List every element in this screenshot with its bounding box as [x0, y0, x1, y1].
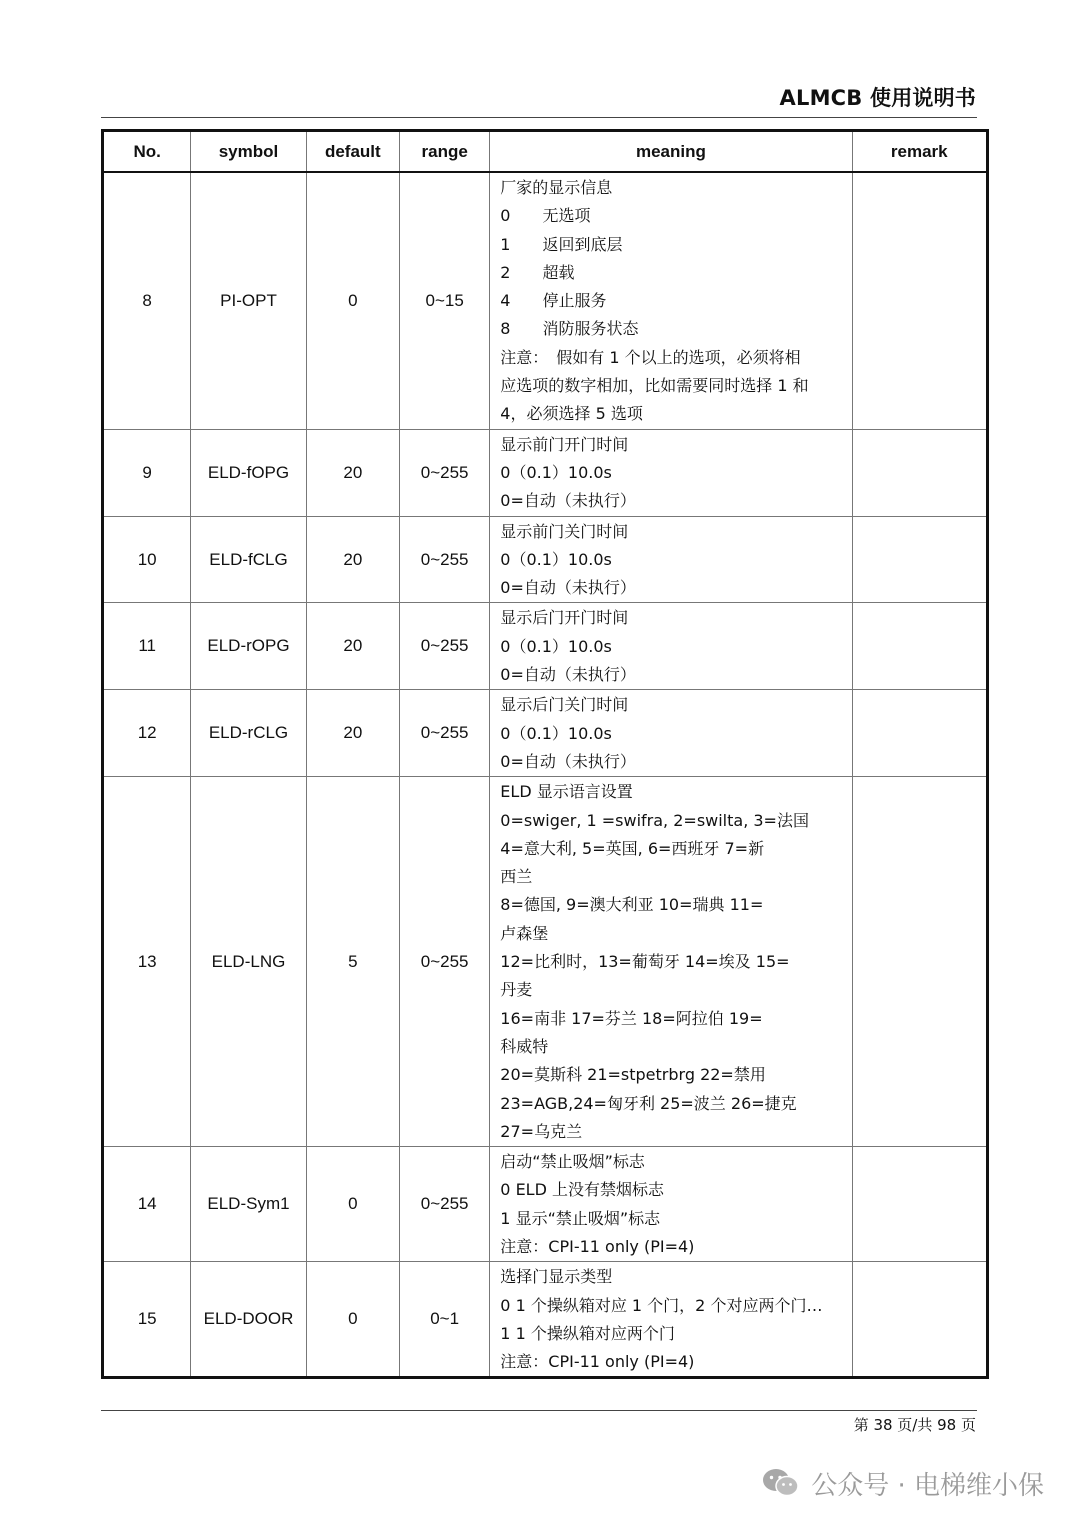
watermark-text: 公众号 · 电梯维小保	[811, 1470, 1044, 1501]
cell-remark	[852, 690, 987, 777]
meaning-line: 0=自动（未执行）	[500, 491, 636, 511]
cell-range: 0~1	[400, 1262, 490, 1378]
cell-default: 20	[306, 690, 399, 777]
cell-meaning	[490, 690, 852, 777]
cell-range: 0~15	[400, 172, 490, 429]
meaning-line: 显示后门开门时间	[500, 608, 629, 628]
cell-meaning	[490, 1147, 852, 1262]
meaning-line: 0=自动（未执行）	[500, 665, 636, 685]
meaning-line: 0（0.1）10.0s	[500, 636, 612, 656]
cell-remark	[852, 172, 987, 429]
meaning-line: 选择门显示类型	[500, 1267, 613, 1287]
table-row	[103, 429, 988, 516]
meaning-line: 0 无选项	[500, 206, 591, 226]
document-title: ALMCB 使用说明书	[779, 86, 976, 110]
table-body	[103, 172, 988, 1378]
cell-meaning	[490, 429, 852, 516]
column-header-range: range	[400, 131, 490, 173]
cell-no: 15	[103, 1262, 191, 1378]
cell-range: 0~255	[400, 777, 490, 1147]
cell-meaning	[490, 516, 852, 603]
cell-meaning	[490, 1262, 852, 1378]
table-row	[103, 172, 988, 429]
cell-no: 9	[103, 429, 191, 516]
cell-symbol: ELD-rCLG	[191, 690, 306, 777]
cell-remark	[852, 516, 987, 603]
cell-default: 20	[306, 516, 399, 603]
cell-symbol: ELD-fOPG	[191, 429, 306, 516]
meaning-line: 卢森堡	[500, 923, 549, 943]
wechat-icon	[761, 1467, 801, 1499]
meaning-line: 注意： 假如有 1 个以上的选项，必须将相	[500, 347, 801, 367]
cell-range: 0~255	[400, 429, 490, 516]
meaning-line: 4 停止服务	[500, 291, 607, 311]
cell-symbol: ELD-LNG	[191, 777, 306, 1147]
column-header-no: No.	[103, 131, 191, 173]
cell-no: 14	[103, 1147, 191, 1262]
meaning-line: 8 消防服务状态	[500, 319, 639, 339]
meaning-line: 20=莫斯科 21=stpetrbrg 22=禁用	[500, 1065, 766, 1085]
column-header-meaning: meaning	[490, 131, 852, 173]
cell-no: 11	[103, 603, 191, 690]
meaning-line: 显示后门关门时间	[500, 695, 629, 715]
cell-symbol: ELD-rOPG	[191, 603, 306, 690]
cell-remark	[852, 603, 987, 690]
cell-no: 8	[103, 172, 191, 429]
table-header	[103, 131, 988, 173]
meaning-line: 丹麦	[500, 980, 533, 1000]
meaning-line: 0=自动（未执行）	[500, 751, 636, 771]
meaning-line: 23=AGB,24=匈牙利 25=波兰 26=捷克	[500, 1093, 797, 1113]
table-row	[103, 1262, 988, 1378]
meaning-line: 科威特	[500, 1036, 549, 1056]
table-row	[103, 690, 988, 777]
cell-meaning	[490, 777, 852, 1147]
cell-default: 20	[306, 429, 399, 516]
cell-remark	[852, 429, 987, 516]
table-row	[103, 603, 988, 690]
meaning-line: 西兰	[500, 867, 533, 887]
cell-meaning	[490, 603, 852, 690]
meaning-line: 0=自动（未执行）	[500, 578, 636, 598]
header-divider	[101, 117, 977, 118]
parameter-table	[101, 129, 989, 1379]
cell-remark	[852, 777, 987, 1147]
meaning-line: 启动“禁止吸烟”标志	[500, 1152, 645, 1172]
cell-range: 0~255	[400, 516, 490, 603]
cell-default: 20	[306, 603, 399, 690]
column-header-remark: remark	[852, 131, 987, 173]
cell-no: 10	[103, 516, 191, 603]
meaning-line: 0（0.1）10.0s	[500, 723, 612, 743]
meaning-line: 显示前门关门时间	[500, 521, 629, 541]
table-row	[103, 516, 988, 603]
cell-remark	[852, 1262, 987, 1378]
meaning-line: 4=意大利, 5=英国, 6=西班牙 7=新	[500, 838, 765, 858]
cell-meaning	[490, 172, 852, 429]
column-header-symbol: symbol	[191, 131, 306, 173]
header-row	[103, 131, 988, 173]
meaning-line: 应选项的数字相加，比如需要同时选择 1 和	[500, 376, 809, 396]
page-number: 第 38 页/共 98 页	[853, 1416, 976, 1434]
cell-symbol: ELD-Sym1	[191, 1147, 306, 1262]
meaning-line: 1 显示“禁止吸烟”标志	[500, 1208, 661, 1228]
cell-default: 0	[306, 172, 399, 429]
meaning-line: 1 返回到底层	[500, 234, 623, 254]
table-row	[103, 1147, 988, 1262]
column-header-default: default	[306, 131, 399, 173]
cell-range: 0~255	[400, 1147, 490, 1262]
cell-default: 0	[306, 1147, 399, 1262]
cell-symbol: ELD-fCLG	[191, 516, 306, 603]
table-row	[103, 777, 988, 1147]
watermark	[761, 1465, 1044, 1501]
cell-default: 5	[306, 777, 399, 1147]
meaning-line: 0（0.1）10.0s	[500, 549, 612, 569]
meaning-line: 0（0.1）10.0s	[500, 462, 612, 482]
meaning-line: 8=德国, 9=澳大利亚 10=瑞典 11=	[500, 895, 764, 915]
meaning-line: 显示前门开门时间	[500, 434, 629, 454]
cell-remark	[852, 1147, 987, 1262]
cell-no: 12	[103, 690, 191, 777]
meaning-line: 0 1 个操纵箱对应 1 个门，2 个对应两个门…	[500, 1295, 823, 1315]
cell-symbol: PI-OPT	[191, 172, 306, 429]
meaning-line: 27=乌克兰	[500, 1121, 583, 1141]
cell-no: 13	[103, 777, 191, 1147]
cell-range: 0~255	[400, 690, 490, 777]
meaning-line: 注意：CPI-11 only (PI=4)	[500, 1352, 695, 1372]
cell-range: 0~255	[400, 603, 490, 690]
meaning-line: 1 1 个操纵箱对应两个门	[500, 1323, 675, 1343]
meaning-line: 注意：CPI-11 only (PI=4)	[500, 1236, 695, 1256]
meaning-line: 4，必须选择 5 选项	[500, 404, 643, 424]
meaning-line: ELD 显示语言设置	[500, 782, 633, 802]
meaning-line: 厂家的显示信息	[500, 178, 613, 197]
meaning-line: 0 ELD 上没有禁烟标志	[500, 1180, 664, 1200]
meaning-line: 16=南非 17=芬兰 18=阿拉伯 19=	[500, 1008, 763, 1028]
cell-symbol: ELD-DOOR	[191, 1262, 306, 1378]
footer-divider	[101, 1410, 977, 1411]
cell-default: 0	[306, 1262, 399, 1378]
meaning-line: 0=swiger, 1 =swifra, 2=swilta, 3=法国	[500, 810, 809, 830]
meaning-line: 2 超载	[500, 262, 575, 282]
meaning-line: 12=比利时，13=葡萄牙 14=埃及 15=	[500, 952, 790, 972]
